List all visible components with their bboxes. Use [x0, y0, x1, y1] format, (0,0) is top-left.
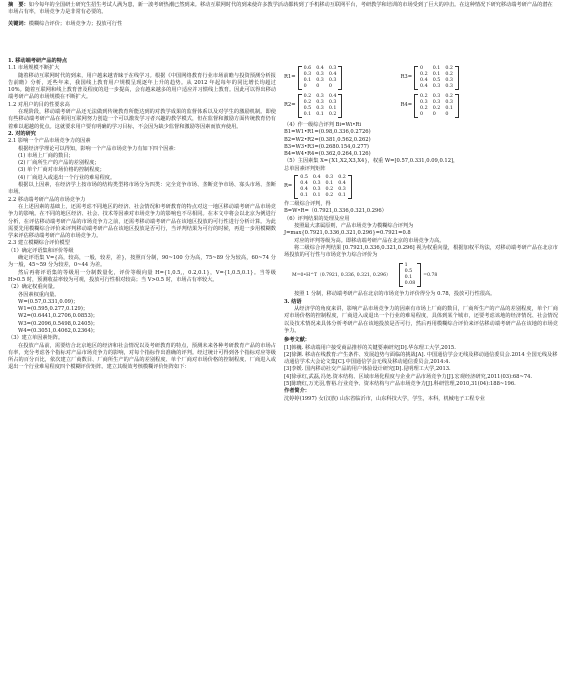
- matrix-cell: 0: [328, 84, 332, 89]
- matrix-cell: 0.3: [312, 187, 321, 193]
- matrix-cell: 1: [404, 263, 408, 269]
- matrix-cell: 0.08: [404, 281, 416, 287]
- list-item: (2) 厂商所生产的产品的差别程度；: [18, 160, 100, 167]
- paragraph: 随着移动互联网时代的到来，用户越来越青睐于在线学习。根据《中国网络教育行业市场前瞻与投资预测分析报告前瞻》分析，近些年来，我国线上教育用户规模呈现逐年上升的趋势。从 2012 年起每年的同比增长均超过 10%。随着互联网和线上教育普及程度的进一步提高，会有越来越多的用户适应并习惯线上教育。因此可以得出移动端考研产品的市场规模在不断扩大。: [8, 72, 276, 101]
- matrix-cell: 0.2: [445, 66, 453, 71]
- weight-vector: W=(0.57,0.331,0.09)；: [18, 298, 79, 305]
- matrix-cell: 0.1: [404, 275, 413, 281]
- matrix-cell: 0.2: [420, 72, 428, 77]
- reference-item: [2]徐渊. 移动在线教育:产生条件、发展趋势与面临的挑战[A]. 中国通信学会无线及移动通信委员会.2014 全国无线及移动通信学术大会论文集[C].中国通信学会无线及移动通信委员会,2014:4.: [284, 351, 558, 366]
- step-7-heading: （6）评判结果的处理及应用: [284, 215, 350, 222]
- section-2-heading: 2. 对的研究: [8, 130, 36, 137]
- matrix-cell: 0.3: [316, 94, 324, 99]
- matrix-cell: 0.1: [316, 112, 324, 117]
- matrix-r4: [400, 94, 458, 118]
- matrix-cell: 0.2: [445, 72, 453, 77]
- section-2-3-heading: 2.3 建立模糊综合评价模型: [8, 240, 70, 247]
- paragraph: 对应的评判等级为高。即移动端考研产品在北京的市场竞争力高。: [294, 237, 445, 244]
- section-2-2-heading: 2.2 移动端考研产品的市场竞争力: [8, 196, 86, 203]
- weight-vector: W1=(0.595,0.277,0.129)；: [18, 306, 89, 313]
- matrix-cell: 0.4: [328, 72, 337, 77]
- matrix-cell: 0.3: [316, 106, 324, 111]
- matrix-cell: 0: [316, 84, 320, 89]
- paragraph: 在现阶段，移动端考研产品还无法做到传统教育所能达到的对教学成果的监督体系以及对学生的激励机制。即使有些移动端考研产品在利用互联网努力创造一个可以激发学习者兴趣的教学模式，但在监督和激励方面传统教育仍有着难以超越的优点。这就要求用户要有明确的学习目标，不会因为缺少监督和激励等因素而放弃使用。: [8, 109, 276, 130]
- matrix-cell: 0.4: [420, 78, 428, 83]
- matrix-cell: 0.5: [404, 269, 413, 275]
- reference-item: [4]徐承红,武磊,冯尧.资本结构、区域市场化程度与企业产品市场竞争力[J].宏观经济研究,2011(03):68~74.: [284, 373, 533, 380]
- matrix-label: R2=: [284, 102, 296, 109]
- paragraph: 在上述因素的基础上，还需考虑不同地区的经济、社会情况和考研教育的特点对这一地区移动端考研产品市场竞争力的影响。在不同的地区经济、社会、技术等因素对市场竞争力的影响也不尽相同。在本文中将会以北京为例进行分析，在评估移动端考研产品的市场竞争力之前，还需考移动端考研产品在该地区投放的可行性进行分析计算。为此需要先用模糊综合评价来评判移动端考研产品在该地区投放是否可行，当评判结果为可行的时候，再进一步用模糊数学来评估移动端考研产品的市场竞争力。: [8, 203, 276, 240]
- matrix-cell: 0.5: [300, 175, 308, 181]
- matrix-cell: 0.4: [300, 181, 308, 187]
- equation-right: =0.78: [423, 272, 438, 278]
- weight-vector: W4=(0.3051,0.4062,0.2364)；: [18, 327, 98, 334]
- subsection-heading: （2）确定权重向量。: [8, 284, 58, 291]
- section-1-heading: 1. 移动端考研产品的特点: [8, 58, 68, 64]
- matrix-cell: 0.3: [316, 100, 324, 105]
- matrix-cell: 0.1: [432, 66, 441, 71]
- paragraph: 按照 1 分制，移动端考研产品在北京的市场竞争力评价得分为 0.78，投放可行性很高。: [294, 291, 496, 298]
- equation-left: M=0•H^T（0.7921, 0.336, 0.321, 0.296）: [292, 272, 391, 278]
- matrix-cell: 0.2: [420, 94, 428, 99]
- matrix-cell: 0.1: [303, 78, 312, 83]
- matrix-cell: 0: [420, 112, 424, 117]
- matrix-cell: 0.2: [303, 94, 312, 99]
- subsection-heading: （3）建立单因素矩阵。: [8, 335, 64, 342]
- matrix-cell: 0.2: [445, 94, 453, 99]
- equation-vector: [403, 263, 418, 287]
- matrix-cell: 0.1: [303, 112, 312, 117]
- paragraph: 根据经济学理论可以得知，影响一个产品市场竞争力有如下四个因素：: [18, 145, 179, 152]
- author-heading: 作者简介：: [284, 388, 310, 395]
- matrix-r: [284, 175, 558, 199]
- matrix-cell: 0: [303, 84, 307, 89]
- step-6-heading: 作二级综合评判，得: [284, 201, 331, 208]
- matrix-cell: 0.3: [432, 84, 441, 89]
- matrix-cell: 0.3: [325, 175, 334, 181]
- matrix-cell: 0: [432, 112, 436, 117]
- matrix-cell: 0.2: [328, 112, 337, 117]
- matrix-row-1: [284, 66, 558, 90]
- formula-line: J=max{0.7921,0.336,0.321,0.296}=0.7921=0.8: [284, 230, 411, 237]
- matrix-cell: 0: [420, 66, 424, 71]
- matrix-cell: 0.2: [432, 106, 441, 111]
- matrix-cell: 0.3: [445, 84, 453, 89]
- paragraph: 确定评语集 V={高，较高，一般，较差，差}，按照百分制，90~100 分为高，75~89 分为较高，60~74 分为一般，45~59 分为较差，0~44 为差。: [8, 255, 276, 269]
- step-5-sub: 总单因素评判矩阵: [284, 165, 326, 172]
- matrix-cell: 0.2: [338, 175, 346, 181]
- paragraph: 在投放产品前，需要结合北京地区的经济和社会情况以及考研教育的特点，预测未来各种考研教育产品的市场占有率，充分考虑各个指标对产品市场竞争力的影响，对每个指标作出准确的评判。经过统计可得到各个指标对应等级所占的百分百比，依次建立厂商数目、厂商所生产的产品的差别程度、单个厂商对市场价格的控制程度、厂商进入或退出一个行业难易程度四个模糊评价矩阵。建立其级效考核模糊评价矩阵如下：: [8, 342, 276, 371]
- matrix-cell: 0.1: [338, 193, 346, 199]
- weight-vector: W2=(0.6441,0.2706,0.0853)；: [18, 313, 98, 320]
- b-line: B3=W3•R3=(0.2680.154,0.277): [284, 143, 369, 150]
- weights-list: [8, 299, 276, 335]
- matrix-cell: 0.4: [316, 66, 324, 71]
- matrix-row-2: [284, 94, 558, 118]
- matrix-cell: 0.3: [328, 66, 337, 71]
- matrix-grid: [302, 94, 339, 118]
- section-3-heading: 3. 结语: [284, 298, 302, 305]
- matrix-cell: 0.3: [328, 78, 337, 83]
- factor-list: [8, 153, 276, 182]
- references-list: [284, 345, 558, 389]
- matrix-label: R3=: [400, 74, 413, 81]
- b-line: B1=W1•R1=(0.98,0.336,0.2726): [284, 129, 371, 136]
- b-line: B4=W4•R4=(0.362,0.264,0.126): [284, 151, 371, 158]
- step-5-heading: （5）主因素集 X={X1,X2,X3,X4}，权重 W=[0.57,0.331,0.09,0.12]，: [284, 158, 459, 165]
- matrix-cell: 0.2: [325, 187, 334, 193]
- b-line: B2=W2•R2=(0.381,0.562,0.262): [284, 136, 371, 143]
- matrix-grid: [298, 175, 348, 199]
- reference-item: [5]陈晓红,万光羽,曹裕.行业竞争、资本结构与产品市场竞争力[J].科研管理,2010,31(04):188~196.: [284, 381, 516, 388]
- matrix-cell: 0.1: [432, 72, 441, 77]
- matrix-grid: [302, 66, 339, 90]
- reference-item: [3]李媛. 国内移动社交产品的用户体验设计研究[D].昆明理工大学,2013.: [284, 366, 451, 373]
- matrix-cell: 0.1: [328, 106, 337, 111]
- matrix-cell: 0.5: [432, 78, 441, 83]
- matrix-cell: 0.3: [316, 72, 324, 77]
- matrix-cell: 0.3: [420, 100, 428, 105]
- keywords-text: 模糊综合评价；市场竞争力；投放可行性: [28, 21, 123, 27]
- step-4-heading: （4）作一级综合评判 Bi=Wi•Ri: [284, 122, 361, 128]
- matrix-cell: 0.3: [303, 72, 312, 77]
- abstract-label: 摘 要：: [8, 2, 29, 8]
- matrix-label: R=: [284, 183, 293, 190]
- matrix-cell: 0.4: [328, 94, 337, 99]
- paragraph: 从经济学的角度来讲，影响产品市场竞争力的因素有市场上厂商的数目，厂商所生产的产品的差别程度，单个厂商对市场价格的控制程度，厂商进入或退出一个行业的难易程度，具体到某个城市，还要考虑该地的经济情况、社会情况以及技术情况来具体分析考研产品在该地投放是否可行，然后再用模糊综合评价来评估移动端考研产品在该地的市场竞争力。: [284, 306, 558, 334]
- reference-item: [1]韩巍. 移动端用户接受商品推荐的关键要素研究[D].华东理工大学,2015.: [284, 344, 456, 351]
- matrix-cell: 0.1: [445, 106, 453, 111]
- matrix-cell: 0.1: [325, 181, 334, 187]
- paragraph: 根据以上因素，在经济学上按市场的结构类型将市场分为四类：完全竞争市场、垄断竞争市场、寡头市场、垄断市场。: [8, 182, 276, 196]
- matrix-cell: 0.3: [445, 100, 453, 105]
- right-column: [284, 58, 558, 403]
- paragraph: 然后再将评语集的等级用一分制数量化，评价等级向量 H={1,0.5,，0.2,0.1}，V={1,0.5,0.1}。当等级 H>0.5 时，预测收益率较为可观，投放可行性相对较高；当 V>0.5 时，市场占有率较大。: [8, 269, 276, 283]
- matrix-cell: 0.2: [420, 106, 428, 111]
- section-1-1-heading: 1.1 市场规模不断扩大: [8, 65, 60, 72]
- author-info: 沈婷婷(1997) 女(汉族) 山东省临沂市，山东科技大学，学生，本科，机械电子工程专业: [284, 395, 485, 402]
- abstract: [8, 2, 554, 17]
- matrix-cell: 0.5: [303, 106, 312, 111]
- matrix-cell: 0.3: [328, 100, 337, 105]
- list-item: (4) 厂商进入或退出一个行业的难易程度。: [18, 174, 116, 181]
- matrix-label: R4=: [400, 102, 413, 109]
- equation: [292, 263, 558, 287]
- section-2-1-heading: 2.1 影响一个产品市场竞争力的因素: [8, 138, 91, 145]
- matrix-cell: 0.4: [300, 187, 308, 193]
- matrix-grid: [418, 94, 455, 118]
- matrix-cell: 0.2: [303, 100, 312, 105]
- list-item: (3) 单个厂商对市场价格的控制程度；: [18, 167, 105, 174]
- matrix-grid: [418, 66, 455, 90]
- list-item: (1) 市场上厂商的数目；: [18, 152, 74, 159]
- step-6-result: B=W•R=（0.7921,0.336,0.321,0.296）: [284, 208, 387, 215]
- matrix-cell: 0: [445, 112, 449, 117]
- matrix-cell: 0.3: [432, 100, 441, 105]
- matrix-cell: 0.4: [338, 181, 346, 187]
- matrix-cell: 0.3: [338, 187, 346, 193]
- abstract-text: 如今每年的全国研士研究生招生考试人满为患，新一波考研热潮已然到来。移动互联网时代的到来使许多教学活动都转到了手机移动互联网平台，考研教学和培训的市场受到了巨大的冲击。在这种情况下研究移动端考研产品的潜在市场占有率，市场竞争力是非常有必要的。: [8, 2, 553, 16]
- weight-vector: W3=(0.2096,0.5498,0.2405)；: [18, 320, 98, 327]
- matrix-label: R1=: [284, 74, 296, 81]
- keywords-label: 关键词：: [8, 21, 29, 27]
- subsection-heading: （1）确定评语集和评价等级: [8, 247, 74, 254]
- matrix-r2: [284, 94, 342, 118]
- matrix-cell: 0.4: [312, 175, 321, 181]
- paragraph: 各因素权重向量。: [18, 291, 60, 298]
- section-1-2-heading: 1.2 对用户的目的性要求高: [8, 101, 70, 108]
- matrix-cell: 0.2: [325, 193, 334, 199]
- keywords: [8, 21, 554, 28]
- matrix-cell: 0.6: [303, 66, 312, 71]
- matrix-cell: 0.4: [420, 84, 428, 89]
- matrix-cell: 0.1: [312, 193, 321, 199]
- matrix-cell: 0.1: [300, 193, 308, 199]
- left-column: [8, 58, 276, 372]
- matrix-cell: 0.3: [316, 78, 324, 83]
- matrix-cell: 0.3: [432, 94, 441, 99]
- matrix-r3: [400, 66, 458, 90]
- matrix-cell: 0.3: [312, 181, 321, 187]
- matrix-cell: 0.3: [445, 78, 453, 83]
- paragraph: 按照最大隶属原则，产品市场竞争力模糊综合评判为: [294, 222, 414, 229]
- matrix-r1: [284, 66, 342, 90]
- abstract-paragraph: [8, 2, 554, 17]
- paragraph: 将二级综合评判结果 [0.7921,0.336,0.321,0.296] 视为权重向量，根据加权平均法，对移动端考研产品在北京市场投放的可行性与市场竞争力综合评价为: [284, 244, 558, 259]
- references-heading: 参考文献：: [284, 337, 310, 344]
